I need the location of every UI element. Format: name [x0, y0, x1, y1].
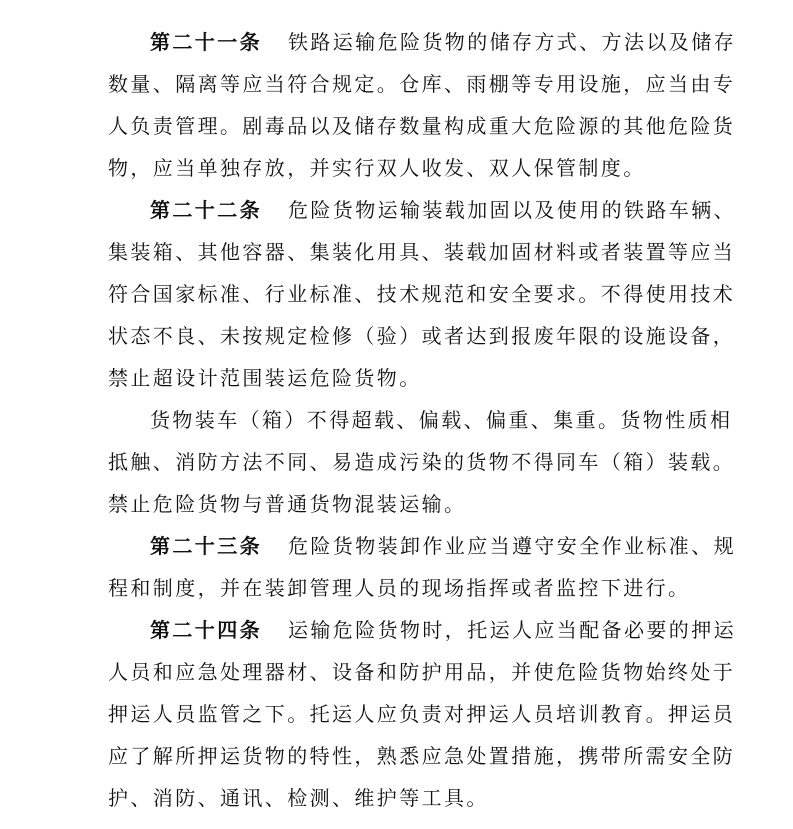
article-24-text-1: 运输危险货物时，托运人应当配备必要的押运 — [288, 618, 736, 642]
paragraph-article-21-line-4: 物，应当单独存放，并实行双人收发、双人保管制度。 — [108, 156, 646, 180]
article-22-text-1: 危险货物运输装载加固以及使用的铁路车辆、 — [288, 198, 736, 222]
article-23-label: 第二十三条 — [150, 534, 262, 558]
article-21-text-1: 铁路运输危险货物的储存方式、方法以及储存 — [288, 30, 736, 54]
article-24-label: 第二十四条 — [150, 618, 262, 642]
article-23-text-1: 危险货物装卸作业应当遵守安全作业标准、规 — [288, 534, 736, 558]
paragraph-cargo-loading-line-3: 禁止危险货物与普通货物混装运输。 — [108, 492, 467, 516]
article-21-label: 第二十一条 — [150, 30, 262, 54]
paragraph-article-24-line-2: 人员和应急处理器材、设备和防护用品，并使危险货物始终处于 — [108, 660, 736, 684]
paragraph-article-22-line-4: 状态不良、未按规定检修（验）或者达到报废年限的设施设备， — [108, 324, 736, 348]
article-22-label: 第二十二条 — [150, 198, 262, 222]
paragraph-article-23-line-2: 程和制度，并在装卸管理人员的现场指挥或者监控下进行。 — [108, 576, 691, 600]
paragraph-article-22-line-3: 符合国家标准、行业标准、技术规范和安全要求。不得使用技术 — [108, 282, 736, 306]
paragraph-article-24-line-4: 应了解所押运货物的特性，熟悉应急处置措施，携带所需安全防 — [108, 744, 736, 768]
paragraph-article-21-line-3: 人负责管理。剧毒品以及储存数量构成重大危险源的其他危险货 — [108, 114, 736, 138]
paragraph-cargo-loading-line-2: 抵触、消防方法不同、易造成污染的货物不得同车（箱）装载。 — [108, 450, 736, 474]
paragraph-article-24-line-3: 押运人员监管之下。托运人应负责对押运人员培训教育。押运员 — [108, 702, 736, 726]
paragraph-cargo-loading-line-1: 货物装车（箱）不得超载、偏载、偏重、集重。货物性质相 — [150, 408, 733, 432]
paragraph-article-24-line-1 — [150, 614, 736, 646]
paragraph-article-23-line-1 — [150, 530, 736, 562]
paragraph-article-22-line-2: 集装箱、其他容器、集装化用具、装载加固材料或者装置等应当 — [108, 240, 736, 264]
paragraph-article-24-line-5: 护、消防、通讯、检测、维护等工具。 — [108, 786, 489, 810]
paragraph-article-22-line-1 — [150, 194, 736, 226]
paragraph-article-21-line-1 — [150, 26, 736, 58]
paragraph-article-22-line-5: 禁止超设计范围装运危险货物。 — [108, 366, 422, 390]
paragraph-article-21-line-2: 数量、隔离等应当符合规定。仓库、雨棚等专用设施，应当由专 — [108, 72, 736, 96]
